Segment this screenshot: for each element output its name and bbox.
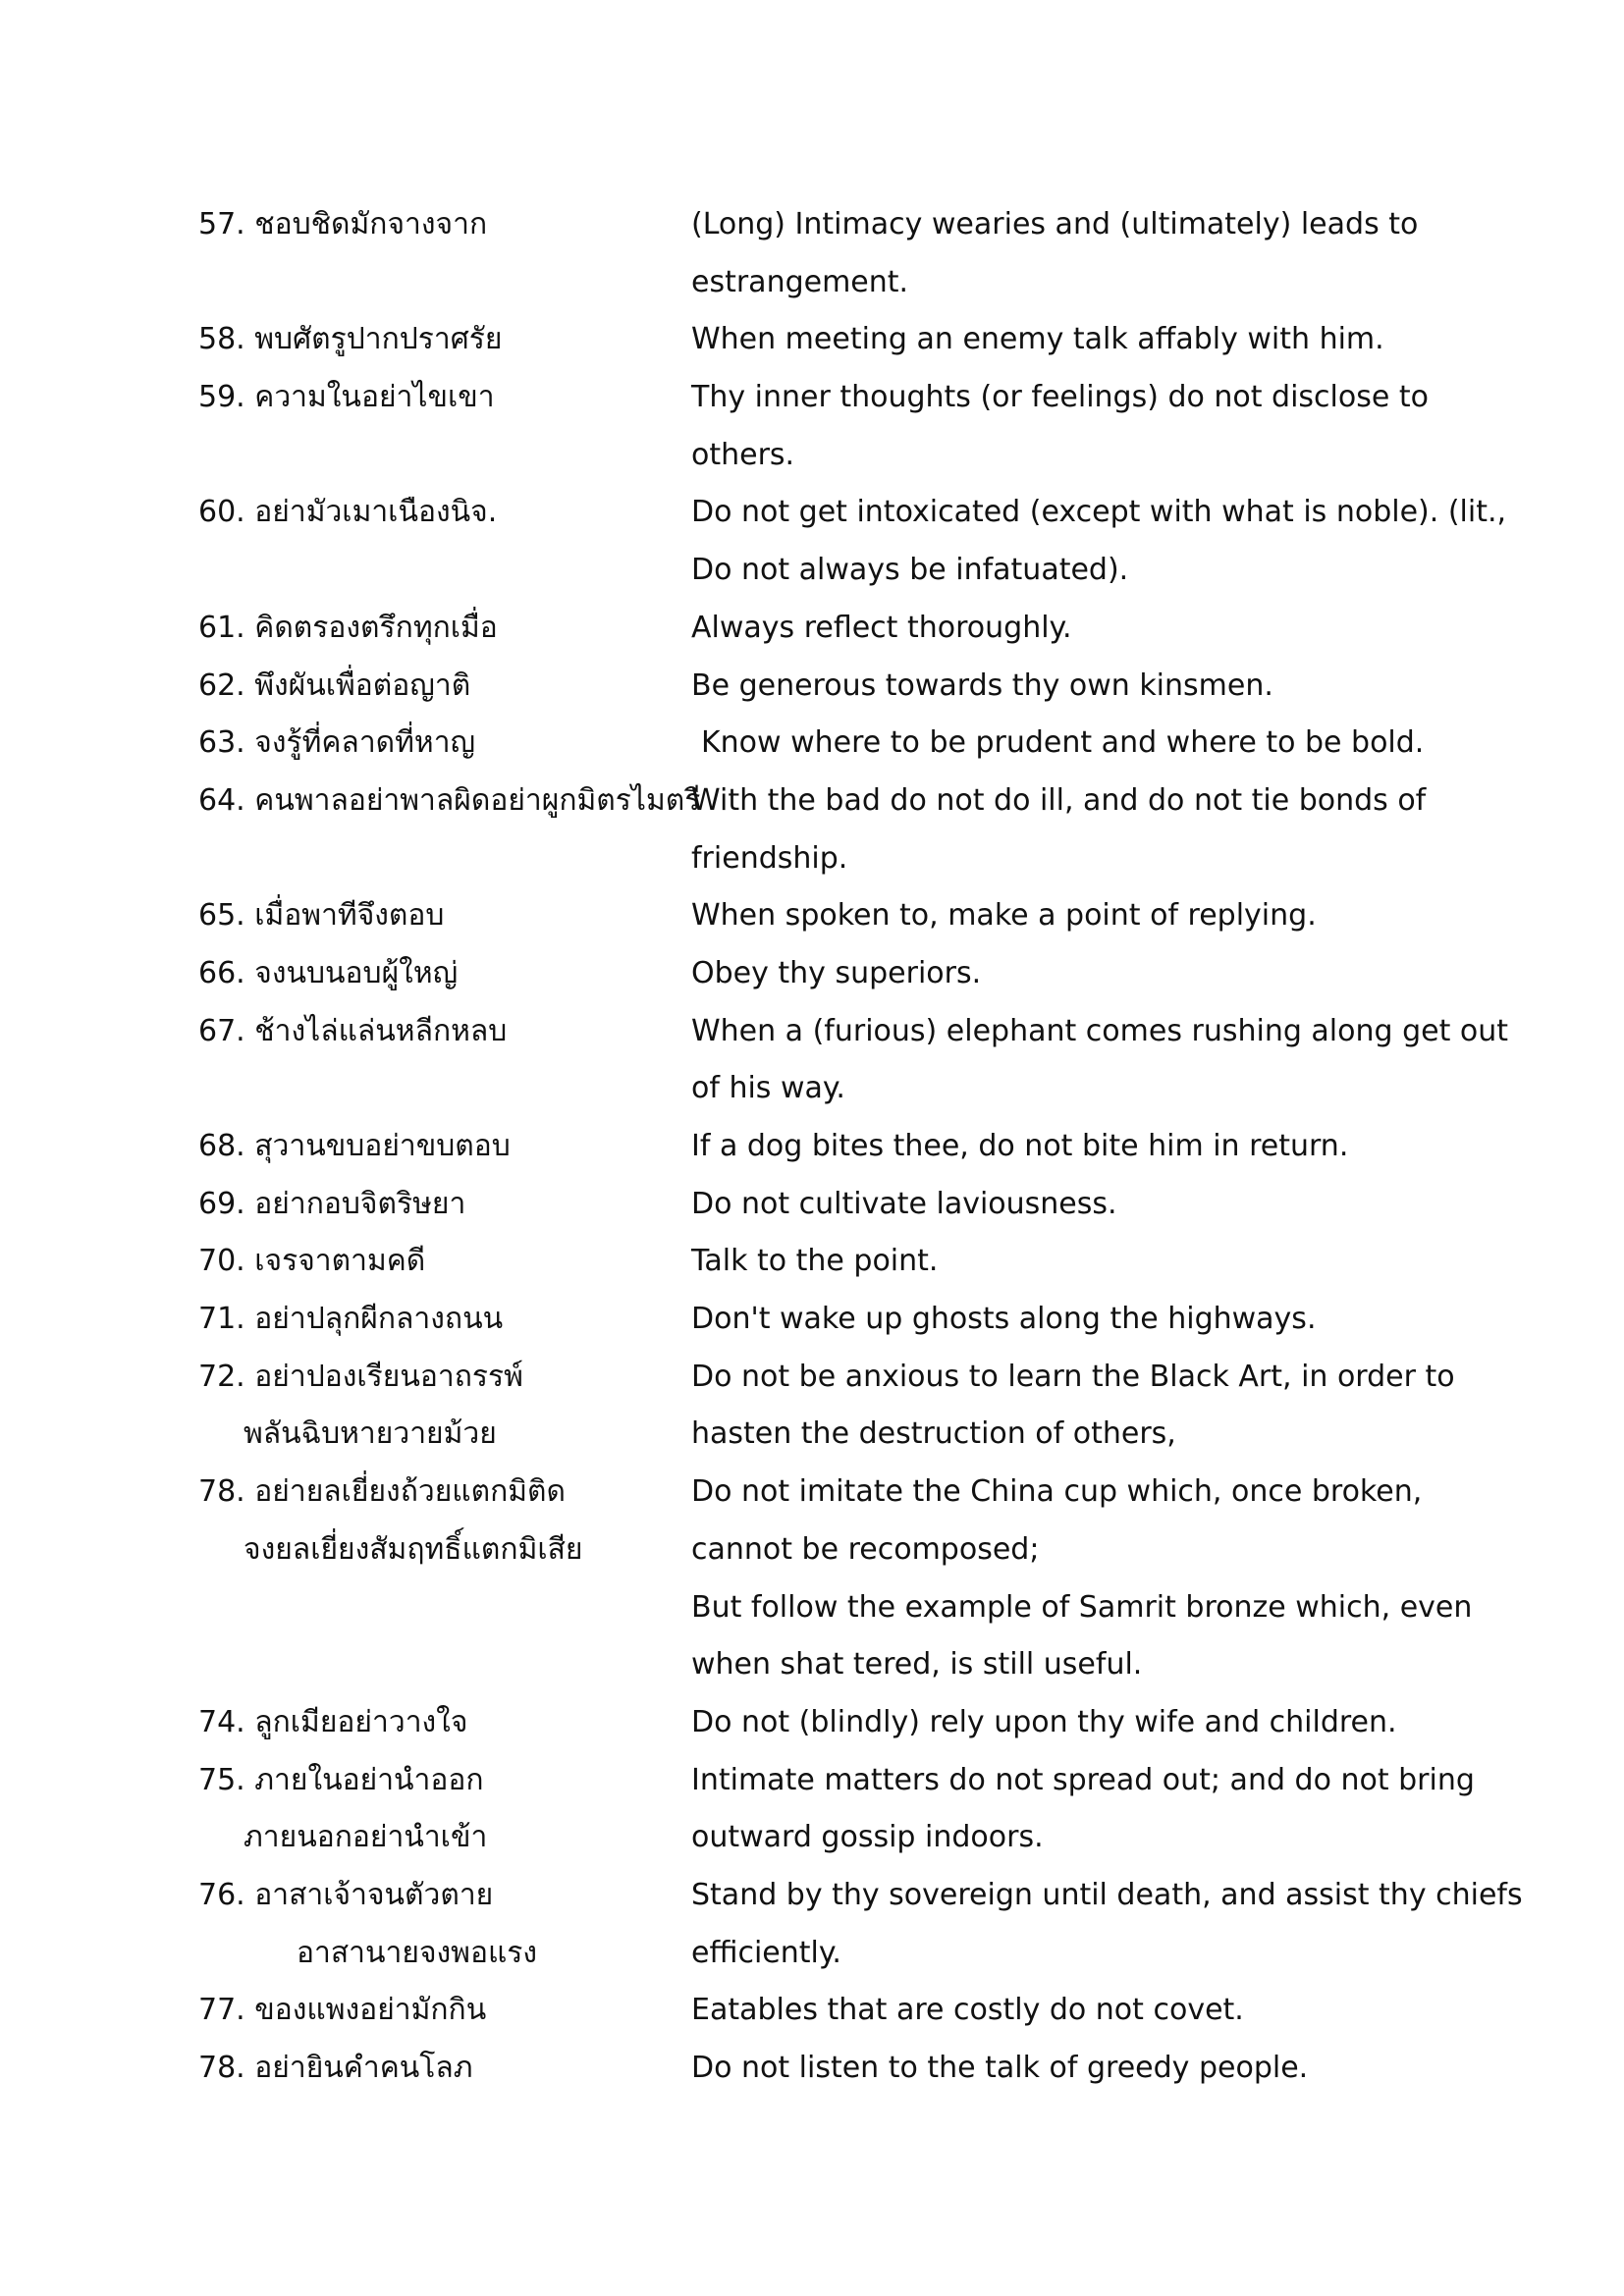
english-translation: Thy inner thoughts (or feelings) do not disclose to [691, 380, 1429, 415]
entry-line [198, 1118, 1475, 1176]
entry-line [198, 715, 1475, 773]
entry-line [198, 773, 1475, 830]
thai-proverb: 64. คนพาลอย่าพาลผิดอย่าผูกมิตรไมตรี [198, 782, 701, 818]
thai-proverb-continuation: อาสานายจงพอแรง [297, 1935, 538, 1970]
thai-proverb: 78. อย่ายลเยี่ยงถ้วยแตกมิติด [198, 1474, 567, 1510]
english-translation: Talk to the point. [691, 1244, 939, 1279]
thai-proverb: 67. ช้างไล่แล่นหลีกหลบ [198, 1013, 508, 1048]
entry-line [198, 196, 1475, 254]
entry-line [198, 1406, 1475, 1464]
english-translation: Do not listen to the talk of greedy people. [691, 2051, 1309, 2085]
english-translation: outward gossip indoors. [691, 1820, 1044, 1855]
entry-line [198, 1349, 1475, 1407]
entry-line [198, 427, 1475, 485]
english-translation: Eatables that are costly do not covet. [691, 1993, 1244, 2028]
entry-line [198, 1060, 1475, 1118]
entry-line [198, 1982, 1475, 2040]
english-translation: When spoken to, make a point of replying. [691, 898, 1317, 934]
english-translation: Do not get intoxicated (except with what is noble). (lit., [691, 495, 1507, 530]
thai-proverb: 77. ของแพงอย่ามักกิน [198, 1993, 487, 2028]
thai-proverb: 65. เมื่อพาทีจึงตอบ [198, 898, 445, 934]
thai-proverb: 62. พึงผันเพื่อต่อญาติ [198, 667, 471, 703]
entry-line [198, 1752, 1475, 1810]
english-translation: (Long) Intimacy wearies and (ultimately) leads to [691, 207, 1419, 241]
english-translation: cannot be recomposed; [691, 1531, 1040, 1567]
english-translation: Always reflect thoroughly. [691, 610, 1072, 645]
english-translation: Do not imitate the China cup which, once broken, [691, 1474, 1423, 1510]
thai-proverb: 78. อย่ายินคำคนโลภ [198, 2051, 473, 2085]
thai-proverb: 76. อาสาเจ้าจนตัวตาย [198, 1877, 494, 1912]
english-translation: Obey thy superiors. [691, 955, 982, 990]
entry-line [198, 484, 1507, 542]
thai-proverb: 75. ภายในอย่านำออก [198, 1762, 484, 1797]
thai-proverb: 71. อย่าปลุกผีกลางถนน [198, 1302, 504, 1337]
entry-line [198, 887, 1475, 945]
english-translation: when shat tered, is still useful. [691, 1647, 1143, 1682]
entry-line [198, 600, 1475, 658]
english-translation: Be generous towards thy own kinsmen. [691, 667, 1273, 703]
thai-proverb: 60. อย่ามัวเมาเนืองนิจ. [198, 495, 498, 530]
entry-line [198, 311, 1475, 369]
english-translation: of his way. [691, 1071, 845, 1106]
thai-proverb: 69. อย่ากอบจิตริษยา [198, 1186, 466, 1221]
entry-line [198, 1925, 1475, 1983]
thai-proverb: 66. จงนบนอบผู้ใหญ่ [198, 955, 459, 990]
entry-line [198, 1809, 1475, 1867]
entry-line [198, 1579, 1475, 1637]
thai-proverb-continuation: พลันฉิบหายวายม้วย [244, 1416, 497, 1452]
entry-line [198, 1694, 1475, 1752]
english-translation: others. [691, 437, 795, 472]
entry-line [198, 1233, 1475, 1291]
entry-line [198, 1291, 1475, 1349]
entry-line [198, 1176, 1475, 1234]
thai-proverb: 72. อย่าปองเรียนอาถรรพ์ [198, 1359, 523, 1394]
english-translation: Know where to be prudent and where to be bold. [701, 725, 1425, 761]
english-translation: Don't wake up ghosts along the highways. [691, 1302, 1317, 1337]
thai-proverb-continuation: จงยลเยี่ยงสัมฤทธิ์แตกมิเสีย [244, 1531, 583, 1567]
entry-line [198, 1003, 1509, 1061]
english-translation: Do not cultivate laviousness. [691, 1186, 1117, 1221]
thai-proverb-continuation: ภายนอกอย่านำเข้า [244, 1820, 488, 1855]
english-translation: Do not always be infatuated). [691, 553, 1129, 588]
entry-line [198, 542, 1475, 600]
english-translation: efficiently. [691, 1935, 841, 1970]
english-translation: When a (furious) elephant comes rushing along get out [691, 1013, 1509, 1048]
english-translation: Intimate matters do not spread out; and do not bring [691, 1762, 1475, 1797]
entry-line [198, 1522, 1475, 1579]
entry-line [198, 369, 1475, 427]
thai-proverb: 74. ลูกเมียอย่าวางใจ [198, 1704, 468, 1739]
proverb-list [198, 196, 1523, 2098]
thai-proverb: 59. ความในอย่าไขเขา [198, 380, 495, 415]
english-translation: friendship. [691, 840, 848, 876]
english-translation: Do not be anxious to learn the Black Art, in order to [691, 1359, 1455, 1394]
thai-proverb: 68. สุวานขบอย่าขบตอบ [198, 1129, 511, 1163]
entry-line [198, 1464, 1475, 1522]
entry-line [198, 658, 1475, 716]
english-translation: With the bad do not do ill, and do not tie bonds of [691, 782, 1427, 818]
thai-proverb: 70. เจรจาตามคดี [198, 1244, 426, 1279]
english-translation: But follow the example of Samrit bronze which, even [691, 1589, 1473, 1625]
entry-line [198, 945, 1475, 1003]
entry-line [198, 1867, 1523, 1925]
thai-proverb: 61. คิดตรองตรึกทุกเมื่อ [198, 610, 498, 645]
thai-proverb: 57. ชอบชิดมักจางจาก [198, 207, 488, 241]
english-translation: estrangement. [691, 264, 909, 299]
english-translation: When meeting an enemy talk affably with him. [691, 322, 1384, 357]
english-translation: hasten the destruction of others, [691, 1416, 1176, 1452]
english-translation: Do not (blindly) rely upon thy wife and children. [691, 1704, 1397, 1739]
entry-line [198, 830, 1475, 888]
entry-line [198, 254, 1475, 312]
entry-line [198, 2040, 1475, 2098]
english-translation: If a dog bites thee, do not bite him in return. [691, 1129, 1349, 1163]
english-translation: Stand by thy sovereign until death, and assist thy chiefs [691, 1877, 1523, 1912]
thai-proverb: 58. พบศัตรูปากปราศรัย [198, 322, 503, 357]
thai-proverb: 63. จงรู้ที่คลาดที่หาญ [198, 725, 476, 761]
entry-line [198, 1636, 1475, 1694]
